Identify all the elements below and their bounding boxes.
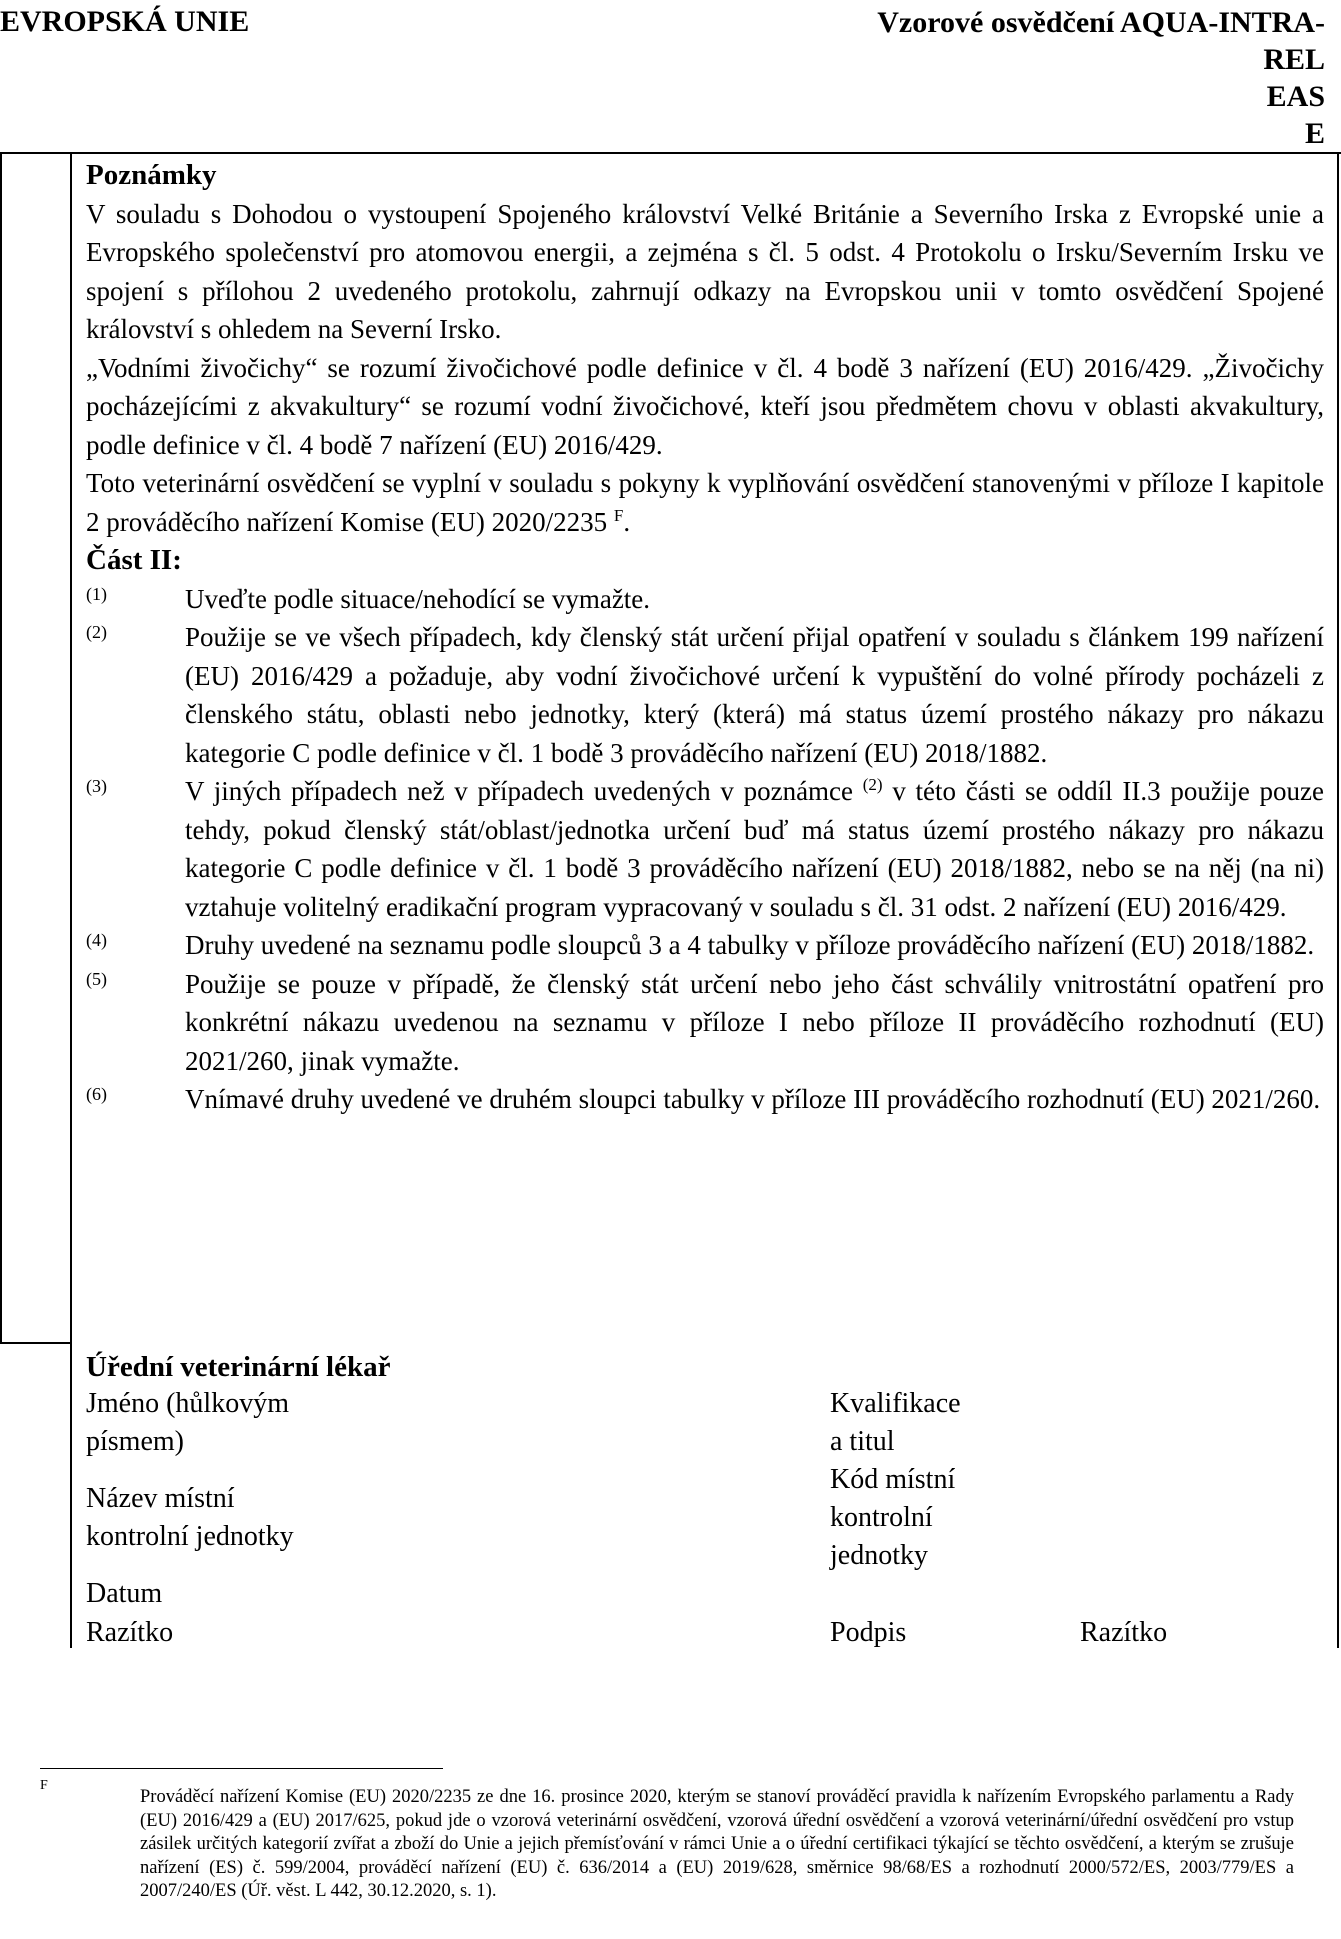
header-title-line: EAS bbox=[1266, 80, 1325, 113]
footnote-item bbox=[86, 772, 1324, 926]
footnote-text: Použije se pouze v případě, že členský stát určení nebo jeho část schválily vnitrostátní opatření pro konkrétní nákazu uvedenou na seznamu v příloze I nebo příloze II prováděcího rozhodnutí (EU) 2021/260, jinak vymažte. bbox=[185, 968, 1324, 1076]
header-title-line: REL bbox=[1263, 43, 1325, 76]
unit-name-label-line: kontrolní jednotky bbox=[86, 1521, 294, 1552]
notes-paragraph bbox=[86, 464, 1324, 541]
right-frame-line bbox=[1337, 153, 1339, 1648]
unit-code-label-line: kontrolní bbox=[830, 1502, 933, 1533]
footnote-number: (2) bbox=[86, 622, 107, 642]
footnote-reference: (2) bbox=[862, 774, 883, 794]
footnote-number: (6) bbox=[86, 1084, 107, 1104]
footnote-number: (1) bbox=[86, 583, 107, 604]
qualification-label bbox=[830, 1385, 1130, 1461]
notes-title: Poznámky bbox=[86, 159, 217, 191]
footnote-body: Prováděcí nařízení Komise (EU) 2020/2235 ze dne 16. prosince 2020, kterým se stanoví prováděcí pravidla k nařízením Evropského parlamentu a Rady (EU) 2016/429 a (EU) 2017/625, pokud jde o vzorová veterinární osvědčení, vzorová úřední osvědčení a vzorová veterinární/úřední osvědčení pro vstup zásilek určitých kategorií zvířat a zboží do Unie a jejich přemísťování v rámci Unie a o úřední certifikaci týkající se těchto osvědčení, a kterým se zrušuje nařízení (ES) č. 599/2004, prováděcí nařízení (EU) č. 636/2014 a (EU) 2019/628, směrnice 98/68/ES a rozhodnutí 2000/572/ES, 2003/779/ES a 2007/240/ES (Úř. věst. L 442, 30.12.2020, s. 1). bbox=[140, 1787, 1294, 1901]
top-frame-line bbox=[0, 152, 1341, 154]
footnote-item bbox=[86, 618, 1324, 772]
footnote-text-part: v této části se oddíl II.3 použije pouze tehdy, pokud členský stát/oblast/jednotka určení buď má status území prostého nákazy pro nákazu kategorie C podle definice v čl. 1 bodě 3 prováděcího nařízení (EU) 2018/1882, nebo se na něj (na ni) vztahuje volitelný eradikační program vypracovaný v souladu s čl. 31 odst. 2 nařízení (EU) 2016/429. bbox=[185, 776, 1325, 922]
footnote-item bbox=[86, 1080, 1324, 1119]
footnote-reference: F bbox=[613, 505, 624, 525]
footnote-text bbox=[185, 772, 1324, 926]
notes-paragraph-text: Toto veterinární osvědčení se vyplní v souladu s pokyny k vyplňování osvědčení stanovenými v příloze I kapitole 2 prováděcího nařízení Komise (EU) 2020/2235 bbox=[86, 468, 1324, 537]
date-label: Datum bbox=[86, 1578, 163, 1609]
notes-paragraph: V souladu s Dohodou o vystoupení Spojeného království Velké Británie a Severního Irska z Evropské unie a Evropského společenství pro atomovou energii, a zejména s čl. 5 odst. 4 Protokolu o Irsku/Severním Irsku ve spojení s přílohou 2 uvedeného protokolu, zahrnují odkazy na Evropskou unii v tomto osvědčení Spojené království s ohledem na Severní Irsko. bbox=[86, 198, 1324, 344]
footnote-item bbox=[86, 926, 1324, 965]
name-label-line: Jméno (hůlkovým bbox=[86, 1388, 289, 1419]
part-title: Část II: bbox=[86, 544, 182, 576]
name-label bbox=[86, 1385, 446, 1461]
stamp-label-2: Razítko bbox=[1080, 1617, 1168, 1648]
footnote-mark: F bbox=[40, 1778, 48, 1793]
footnote-text: Druhy uvedené na seznamu podle sloupců 3 a 4 tabulky v příloze prováděcího nařízení (EU) 2018/1882. bbox=[185, 930, 1315, 960]
unit-name-label bbox=[86, 1480, 446, 1556]
signature-label: Podpis bbox=[830, 1617, 907, 1648]
footnote-number: (5) bbox=[86, 968, 107, 989]
official-vet-title: Úřední veterinární lékař bbox=[86, 1351, 391, 1383]
notes-bottom-line bbox=[0, 1342, 71, 1344]
footnote-item bbox=[86, 965, 1324, 1081]
footnote-number: (4) bbox=[86, 930, 107, 950]
notes-paragraph: „Vodními živočichy“ se rozumí živočichové podle definice v čl. 4 bodě 3 nařízení (EU) 2016/429. „Živočichy pocházejícími z akvakultury“ se rozumí vodní živočichové, kteří jsou předmětem chovu v oblasti akvakultury, podle definice v čl. 4 bodě 7 nařízení (EU) 2016/429. bbox=[86, 352, 1324, 460]
unit-name-label-line: Název místní bbox=[86, 1483, 235, 1514]
header-certificate-title bbox=[785, 4, 1325, 152]
name-label-line: písmem) bbox=[86, 1426, 184, 1457]
qualification-label-line: Kvalifikace bbox=[830, 1388, 961, 1419]
footnote-number: (3) bbox=[86, 776, 107, 796]
qualification-label-line: a titul bbox=[830, 1426, 895, 1457]
footnote-text: Použije se ve všech případech, kdy členský stát určení přijal opatření v souladu s článkem 199 nařízení (EU) 2016/429 a požaduje, aby vodní živočichové určení k vypuštění do volné přírody pocházeli z členského státu, oblasti nebo jednotky, který (která) má status území prostého nákazy pro nákazu kategorie C podle definice v čl. 1 bodě 3 prováděcího nařízení (EU) 2018/1882. bbox=[185, 622, 1324, 768]
unit-code-label bbox=[830, 1461, 1130, 1575]
footnote-text-part: V jiných případech než v případech uvedených v poznámce bbox=[185, 776, 854, 806]
left-frame-line-outer bbox=[0, 153, 2, 1343]
footnote-separator bbox=[40, 1768, 443, 1769]
footnote-item bbox=[86, 580, 1324, 619]
unit-code-label-line: jednotky bbox=[830, 1540, 928, 1571]
stamp-label: Razítko bbox=[86, 1617, 174, 1648]
footnote-text: Uveďte podle situace/nehodící se vymažte. bbox=[185, 583, 651, 614]
notes-section bbox=[86, 156, 1324, 1119]
left-frame-line-inner bbox=[70, 153, 72, 1648]
notes-paragraph-end: . bbox=[623, 506, 631, 537]
header-title-line: Vzorové osvědčení AQUA-INTRA- bbox=[877, 6, 1325, 39]
unit-code-label-line: Kód místní bbox=[830, 1464, 956, 1495]
header-union-label: EVROPSKÁ UNIE bbox=[0, 5, 250, 38]
header-title-line: E bbox=[1304, 117, 1325, 150]
footnote-text: Vnímavé druhy uvedené ve druhém sloupci tabulky v příloze III prováděcího rozhodnutí (EU) 2021/260. bbox=[185, 1084, 1321, 1114]
